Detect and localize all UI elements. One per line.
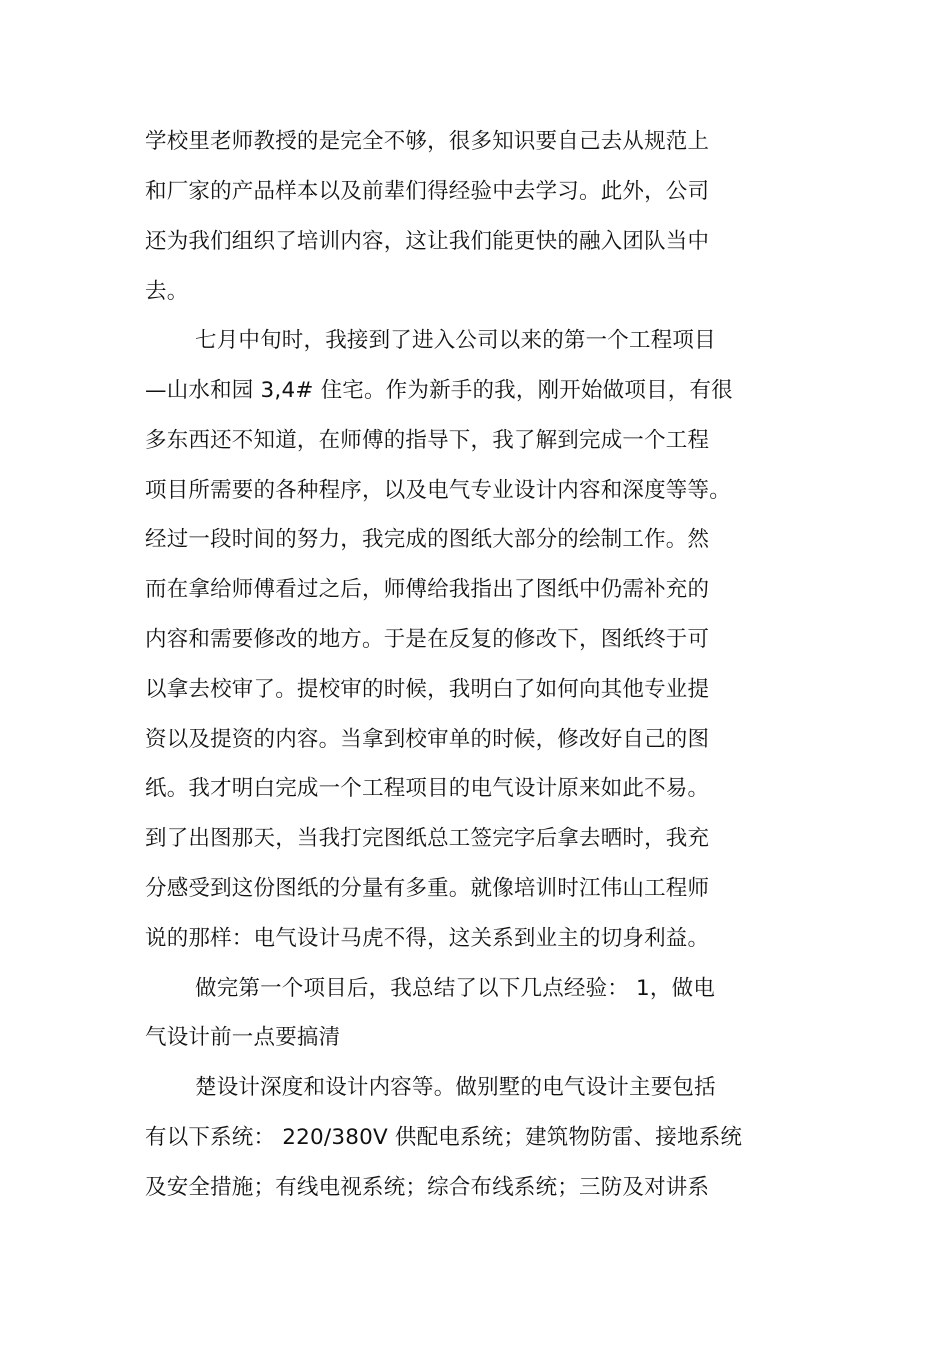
text-line: 而在拿给师傅看过之后，师傅给我指出了图纸中仍需补充的 [145,577,710,602]
text-line: 和厂家的产品样本以及前辈们得经验中去学习。此外，公司 [145,179,710,204]
text-line: 经过一段时间的努力，我完成的图纸大部分的绘制工作。然 [145,527,710,552]
text-line: 以拿去校审了。提校审的时候，我明白了如何向其他专业提 [145,677,710,702]
text-line: 气设计前一点要搞清 [145,1025,341,1050]
text-line: 到了出图那天，当我打完图纸总工签完字后拿去晒时，我充 [145,826,710,851]
text-line: 说的那样：电气设计马虎不得，这关系到业主的切身利益。 [145,926,710,951]
text-line: 内容和需要修改的地方。于是在反复的修改下，图纸终于可 [145,627,710,652]
text-line: 纸。我才明白完成一个工程项目的电气设计原来如此不易。 [145,776,710,801]
text-line: 资以及提资的内容。当拿到校审单的时候，修改好自己的图 [145,727,710,752]
text-line: 还为我们组织了培训内容，这让我们能更快的融入团队当中 [145,229,710,254]
text-line: —山水和园 3,4# 住宅。作为新手的我，刚开始做项目，有很 [145,378,733,403]
text-line: 去。 [145,279,189,304]
paragraph-start-line: 做完第一个项目后，我总结了以下几点经验： 1，做电 [195,976,716,1001]
text-line: 分感受到这份图纸的分量有多重。就像培训时江伟山工程师 [145,876,710,901]
text-line: 有以下系统： 220/380V 供配电系统；建筑物防雷、接地系统 [145,1125,743,1150]
text-line: 学校里老师教授的是完全不够，很多知识要自己去从规范上 [145,129,710,154]
text-line: 项目所需要的各种程序，以及电气专业设计内容和深度等等。 [145,478,731,503]
paragraph-start-line: 七月中旬时，我接到了进入公司以来的第一个工程项目 [195,328,716,353]
text-line: 多东西还不知道，在师傅的指导下，我了解到完成一个工程 [145,428,710,453]
paragraph-start-line: 楚设计深度和设计内容等。做别墅的电气设计主要包括 [195,1075,716,1100]
text-line: 及安全措施；有线电视系统；综合布线系统；三防及对讲系 [145,1175,710,1200]
